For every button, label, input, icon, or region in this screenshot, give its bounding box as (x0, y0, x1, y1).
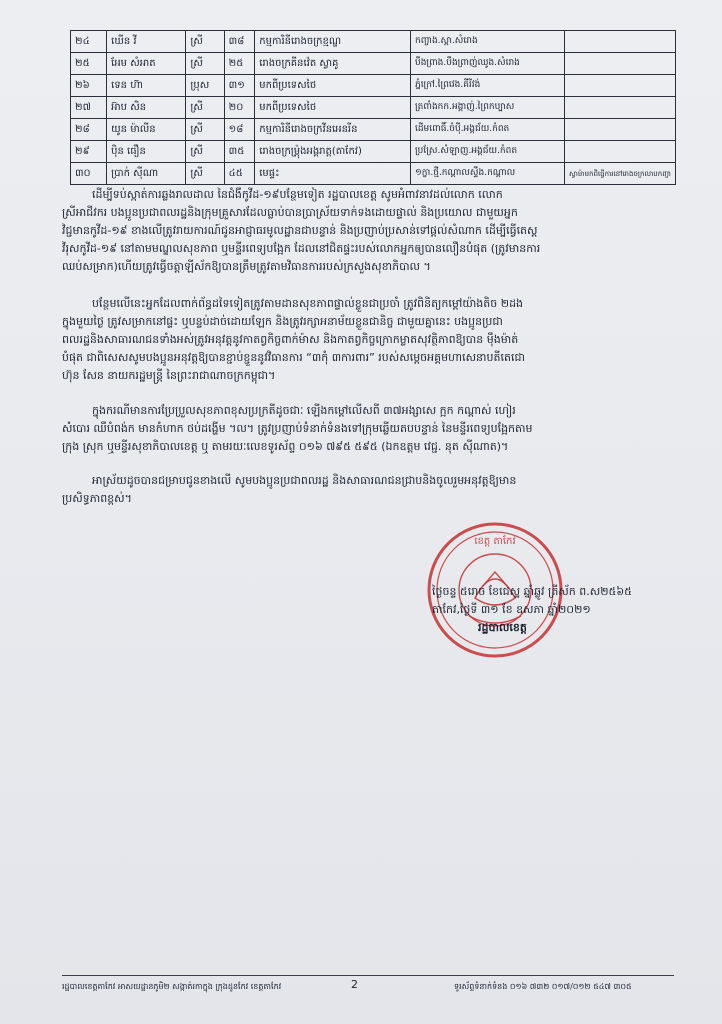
note-cell (565, 53, 676, 75)
occupation-cell: កម្មការិនីរោងចក្រខ្មណ្ឌ (255, 31, 411, 53)
signatory-title: រដ្ឋបាលខេត្ត (478, 621, 527, 634)
row-number-cell: ២៤ (71, 31, 107, 53)
date-lunar: ថ្ងៃចន្ទ ៥រោច ខែជេស្ឋ ឆ្នាំឆ្លូវ ត្រីស័ក ព.ស២៥៦៥ (432, 585, 632, 598)
person-name-cell: អ៊ាប សិន (107, 97, 186, 119)
row-number-cell: ៣០ (71, 163, 107, 185)
note-cell (565, 31, 676, 53)
sex-cell: ប្រុស (186, 75, 224, 97)
note-cell (565, 141, 676, 163)
note-cell: ស្វាម៉ាមកពីធ្វើការនៅរោងចក្រលាបកញ្ចា (565, 163, 676, 185)
age-cell: ៣១ (224, 75, 255, 97)
person-name-cell: ឃើន វី (107, 31, 186, 53)
footer-divider (62, 975, 674, 976)
person-name-cell: ទេន ហ៊ា (107, 75, 186, 97)
person-name-cell: ប៉ិន ធឿន (107, 141, 186, 163)
age-cell: ២៥ (224, 53, 255, 75)
person-name-cell: យូន ម៉ាលីន (107, 119, 186, 141)
table-row (71, 119, 676, 141)
table-row (71, 141, 676, 163)
paragraph-line: ហ៊ុន សែន នាយករដ្ឋមន្ត្រី នៃព្រះរាជាណាចក្រកម្ពុជា។ (62, 369, 276, 382)
sex-cell: ស្រី (186, 119, 224, 141)
paragraph-line: វីរុសកូវីដ-១៩ នៅតាមមណ្ឌលសុខភាព ឬមន្ទីរពេទ្យបង្អែក ដែលនៅជិតផ្ទះរបស់លោកអ្នកឲ្យបានលឿនបំផុត (ត្រូវមានការ (62, 242, 541, 255)
age-cell: ៣៨ (224, 31, 255, 53)
note-cell (565, 75, 676, 97)
paragraph-line: បំផុត ជាពិសេសសូមបងប្អូនអនុវត្តឱ្យបានខ្ជាប់ខ្ជួននូវវិធានការ “៣កុំ ៣ការពារ” របស់សម្ដេចអគ្គមហាសេនាបតីតេជោ (62, 351, 525, 364)
paragraph-line: ស្រីអាជីវករ បងប្អូនប្រជាពលរដ្ឋនិងក្រុមគ្រួសារដែលធ្លាប់បានប្រាស្រ័យទាក់ទងដោយផ្ទាល់ និងប្រយោល ជាមួយអ្នក (62, 206, 518, 219)
occupation-cell: មេផ្ទះ (255, 163, 411, 185)
note-cell (565, 97, 676, 119)
age-cell: ៣៥ (224, 141, 255, 163)
table-row (71, 53, 676, 75)
row-number-cell: ២៨ (71, 119, 107, 141)
paragraph-line: ក្នុងករណីមានការប្រែប្រួលសុខភាពខុសប្រក្រតីដូចជាៈ ឡើងកម្តៅលើសពី ៣៧អង្សាសេ ក្អក កណ្តាស់ ហៀរ (92, 404, 516, 417)
occupation-cell: កម្មការិនីរោងចក្រវីនអេនរីន (255, 119, 411, 141)
footer-phone: ទូរស័ព្ទទំនាក់ទំនង ០១៦ ៧៣២ ០១៧/០១២ ៥៤៧ ៣០៥ (454, 982, 632, 991)
paragraph-line: ពលរដ្ឋនិងសាធារណជនទាំងអស់ត្រូវអនុវត្តនូវកាតព្វកិច្ចពាក់ម៉ាស និងកាតព្វកិច្ចក្រោកម្លាតសុវត្ថិភាពឱ្យបាន ម៉ឹងម៉ាត់ (62, 333, 519, 346)
sex-cell: ស្រី (186, 53, 224, 75)
address-cell: ត្រពាំងកក.អង្គាញ់.ព្រៃកប្បាស (410, 97, 564, 119)
address-cell: ដើមពោធិ៍.ចំប៉ី.អង្គជ័យ.កំពត (410, 119, 564, 141)
paragraph-2 (62, 295, 682, 385)
occupation-cell: មកពីប្រទេសថៃ (255, 75, 411, 97)
signature-block (432, 583, 682, 637)
age-cell: ២០ (224, 97, 255, 119)
address-cell: ភ្នំក្រៅ.ព្រៃវេង.គីរីវង់ (410, 75, 564, 97)
person-name-cell: អែម សំអាត (107, 53, 186, 75)
age-cell: ៤៥ (224, 163, 255, 185)
sex-cell: ស្រី (186, 163, 224, 185)
sex-cell: ស្រី (186, 141, 224, 163)
age-cell: ១៨ (224, 119, 255, 141)
paragraph-line: វិជ្ជមានកូវីដ-១៩ ខាងលើត្រូវរាយការណ៍ជូនអាជ្ញាធរមូលដ្ឋានជាបន្ទាន់ និងប្រញាប់ប្រសាន់ទៅផ្តល់សំណាក ដើម្បីធ្វើតេស្ត (62, 224, 538, 237)
person-name-cell: ប្រាក់ ស៊ីណា (107, 163, 186, 185)
table-row (71, 97, 676, 119)
paragraph-line: ដើម្បីទប់ស្កាត់ការឆ្លងរាលដាល នៃជំងឺកូវីដ-១៩បន្ថែមទៀត រដ្ឋបាលខេត្ត សូមអំពាវនាវដល់លោក លោក (92, 188, 503, 201)
row-number-cell: ២៥ (71, 53, 107, 75)
paragraph-4 (62, 472, 682, 508)
row-number-cell: ២៦ (71, 75, 107, 97)
occupation-cell: រោងចក្រម៉្ក្រុងអង្គរាត្ត(តាកែវ) (255, 141, 411, 163)
paragraph-line: ក្នុងមួយថ្ងៃ ត្រូវសម្រាកនៅផ្ទះ ឬបន្ទប់ដាច់ដោយឡែក និងត្រូវរក្សាអនាម័យខ្លួនជានិច្ច ជាមួយគ្នានេះ បងប្អូនប្រជា (62, 315, 503, 328)
note-cell (565, 119, 676, 141)
paragraph-3 (62, 402, 682, 456)
paragraph-line: ក្រុង ស្រុក ឬមន្ទីរសុខាភិបាលខេត្ត ឬ តាមរយៈលេខទូរស័ព្ទ ០១៦ ៧៩៥ ៥៩៥ (ឯកឧត្តម វេជ្ជ. នុត ស៊ីណាត)។ (62, 440, 509, 453)
paragraph-line: សំបោរ ឈឺបំពង់ក មានកំហាក ថប់ដង្ហើម ។ល។ ត្រូវប្រញាប់ទំនាក់ទំនងទៅក្រុមឆ្លើយតបបន្ទាន់ នៃមន្ទីរពេទ្យបង្អែកតាម (62, 422, 533, 435)
paragraph-line: ឈប់សម្រាក)ហើយត្រូវធ្វើចត្តាឡីស័កឱ្យបានត្រឹមត្រូវតាមវិធានការរបស់ក្រសួងសុខាភិបាល ។ (62, 260, 431, 273)
footer-address: រដ្ឋបាលខេត្តតាកែវ អាសយដ្ឋានភូមិ២ សង្កាត់រកាក្នុង ក្រុងដូនកែវ ខេត្តតាកែវ (62, 982, 282, 991)
seal-text: ខេត្ត តាកែវ (474, 536, 516, 547)
paragraph-line: ប្រសិទ្ធភាពខ្ពស់។ (62, 492, 132, 505)
sex-cell: ស្រី (186, 31, 224, 53)
address-cell: ១ក្ខា.ថ្មី.កណ្ដាលស្ទឹង.កណ្ដាល (410, 163, 564, 185)
address-cell: បឹងព្រាង.បឹងព្រាញ់ឈូង.សំរោង (410, 53, 564, 75)
row-number-cell: ២៩ (71, 141, 107, 163)
occupation-cell: មកពីប្រទេសថៃ (255, 97, 411, 119)
occupation-cell: រោងចក្រគីនវ៉េត ស្វាគូ (255, 53, 411, 75)
row-number-cell: ២៧ (71, 97, 107, 119)
sex-cell: ស្រី (186, 97, 224, 119)
address-cell: ប្រស្រែ.សំឡាញ.អង្គជ័យ.កំពត (410, 141, 564, 163)
page-number: 2 (351, 978, 358, 991)
table-row (71, 31, 676, 53)
paragraph-line: បន្ថែមលើនេះអ្នកដែលពាក់ព័ន្ធដទៃទៀតត្រូវតាមដានសុខភាពផ្ទាល់ខ្លួនជាប្រចាំ ត្រូវពិនិត្យកម្ដៅយ៉ាងតិច ២ដង (92, 297, 524, 310)
address-cell: កញ្ចាង.ស្ពា.សំរោង (410, 31, 564, 53)
date-solar: តាកែវ,ថ្ងៃទី ៣១ ខែ ឧសភា ឆ្នាំ២០២១ (432, 603, 591, 616)
case-table (70, 30, 676, 185)
paragraph-1 (62, 186, 682, 276)
table-row (71, 163, 676, 185)
paragraph-line: អាស្រ័យដូចបានជម្រាបជូនខាងលើ សូមបងប្អូនប្រជាពលរដ្ឋ និងសាធារណជនជ្រាបនិងចូលរួមអនុវត្តឱ្យមាន (92, 474, 517, 487)
case-table-body (71, 31, 676, 185)
table-row (71, 75, 676, 97)
